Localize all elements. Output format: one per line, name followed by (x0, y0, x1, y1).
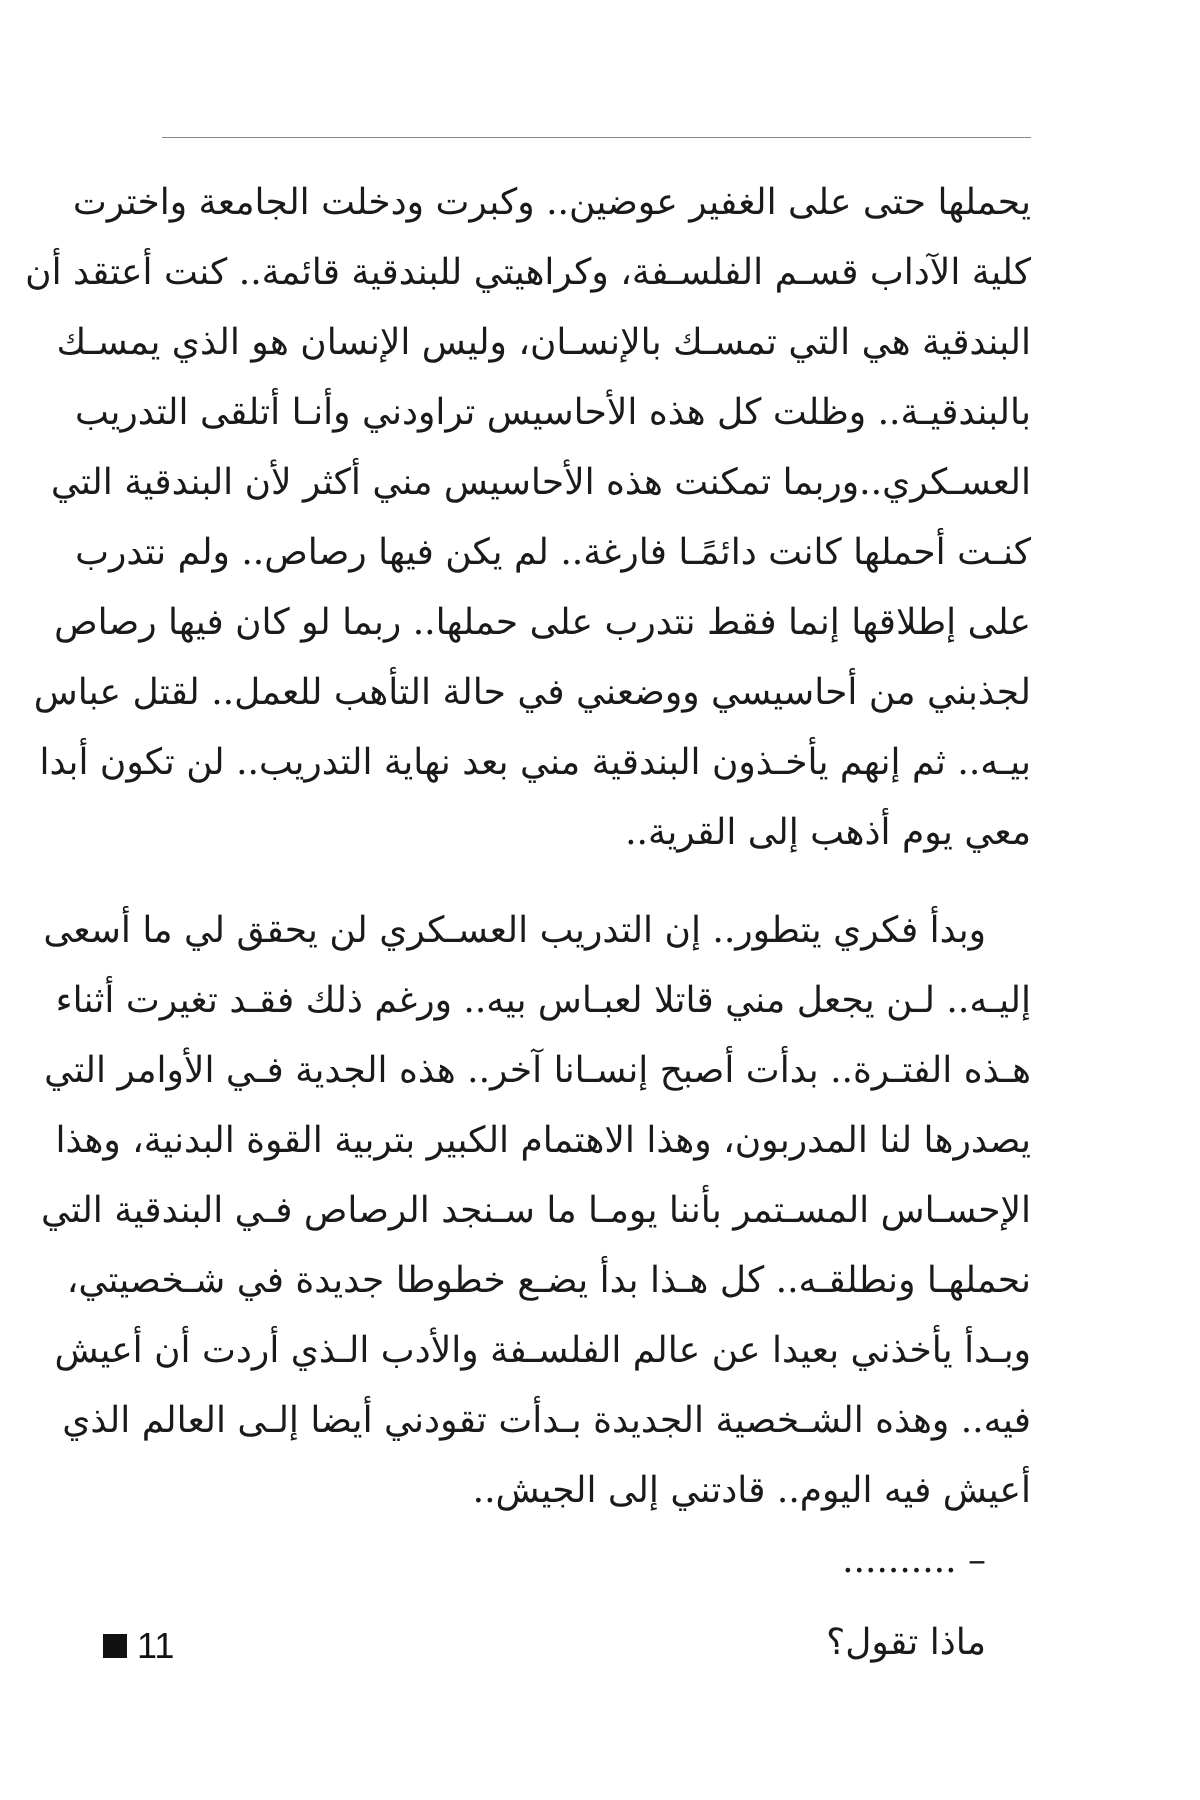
text-line: بالبندقيـة.. وظلت كل هذه الأحاسيس تراودني وأنـا أتلقى التدريب (75, 392, 1031, 433)
text-line: يصدرها لنا المدربون، وهذا الاهتمام الكبير بتربية القوة البدنية، وهذا (55, 1120, 1031, 1161)
text-line: إليـه.. لـن يجعل مني قاتلا لعبـاس بيه.. ورغم ذلك فقـد تغيرت أثناء (55, 980, 1031, 1021)
top-rule (162, 137, 1031, 138)
text-line: وبـدأ يأخذني بعيدا عن عالم الفلسـفة والأدب الـذي أردت أن أعيش (54, 1330, 1031, 1371)
text-line: لجذبني من أحاسيسي ووضعني في حالة التأهب للعمل.. لقتل عباس (33, 672, 1031, 713)
text-line: نحملهـا ونطلقـه.. كل هـذا بدأ يضـع خطوطا جديدة في شـخصيتي، (66, 1260, 1031, 1301)
text-line: أعيش فيه اليوم.. قادتني إلى الجيش.. (472, 1470, 1031, 1511)
square-bullet-icon (103, 1634, 127, 1658)
text-line: كنـت أحملها كانت دائمًـا فارغة.. لم يكن فيها رصاص.. ولم نتدرب (75, 532, 1031, 573)
text-line: بيـه.. ثم إنهم يأخـذون البندقية مني بعد نهاية التدريب.. لن تكون أبدا (39, 742, 1031, 783)
text-line: الإحسـاس المسـتمر بأننا يومـا ما سـنجد الرصاص فـي البندقية التي (40, 1190, 1031, 1231)
text-line: وبدأ فكري يتطور.. إن التدريب العسـكري لن يحقق لي ما أسعى (43, 910, 986, 951)
paragraph-gap (162, 868, 1031, 896)
dialogue-question: ماذا تقول؟ (826, 1622, 986, 1663)
dialogue-dash-line: – .......... (842, 1540, 986, 1581)
text-line: على إطلاقها إنما فقط نتدرب على حملها.. ربما لو كان فيها رصاص (54, 602, 1031, 643)
text-line: فيه.. وهذه الشـخصية الجديدة بـدأت تقودني أيضا إلـى العالم الذي (62, 1400, 1031, 1441)
page-number: 11 (137, 1625, 175, 1666)
text-line: العسـكري..وربما تمكنت هذه الأحاسيس مني أكثر لأن البندقية التي (50, 462, 1031, 503)
text-line: البندقية هي التي تمسـك بالإنسـان، وليس الإنسان هو الذي يمسـك (56, 322, 1031, 363)
text-line: هـذه الفتـرة.. بدأت أصبح إنسـانا آخر.. هذه الجدية فـي الأوامر التي (44, 1050, 1031, 1091)
text-line: معي يوم أذهب إلى القرية.. (625, 812, 1031, 853)
text-line: يحملها حتى على الغفير عوضين.. وكبرت ودخلت الجامعة واخترت (72, 182, 1031, 223)
page-footer (103, 1626, 174, 1666)
paragraph-2 (40, 896, 1031, 1526)
paragraph-1 (25, 168, 1031, 868)
text-line: كلية الآداب قسـم الفلسـفة، وكراهيتي للبندقية قائمة.. كنت أعتقد أن (25, 252, 1031, 293)
